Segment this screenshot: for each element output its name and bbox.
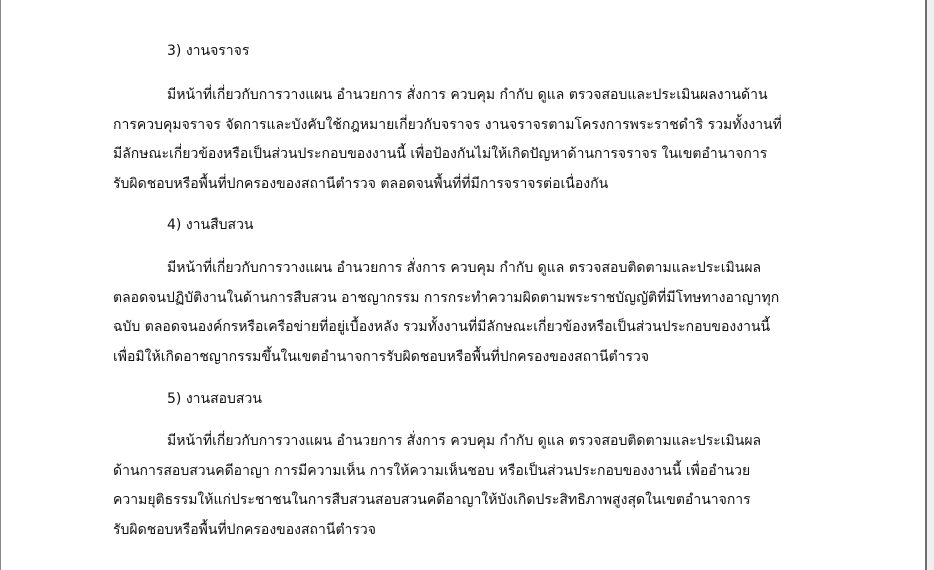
paragraph-line: มีหน้าที่เกี่ยวกับการวางแผน อำนวยการ สั่งการ ควบคุม กำกับ ดูแล ตรวจสอบติดตามและประเมินผล [167, 433, 762, 449]
paragraph-line: มีลักษณะเกี่ยวข้องหรือเป็นส่วนประกอบของงานนี้ เพื่อป้องกันไม่ให้เกิดปัญหาด้านการจราจร ในเขตอำนาจการ [113, 146, 768, 162]
paragraph-line: ฉบับ ตลอดจนองค์กรหรือเครือข่ายที่อยู่เบื้องหลัง รวมทั้งงานที่มีลักษณะเกี่ยวข้องหรือเป็นส่วนประกอบของงานนี้ [113, 319, 771, 335]
section-4-paragraph [113, 254, 843, 372]
paragraph-line: เพื่อมิให้เกิดอาชญากรรมขึ้นในเขตอำนาจการรับผิดชอบหรือพื้นที่ปกครองของสถานีตำรวจ [113, 348, 650, 365]
section-4-heading: 4) งานสืบสวน [167, 217, 254, 233]
page-left-edge [0, 0, 1, 570]
paragraph-line: รับผิดชอบหรือพื้นที่ปกครองของสถานีตำรวจ [113, 521, 376, 538]
paragraph-line: ความยุติธรรมให้แก่ประชาชนในการสืบสวนสอบสวนคดีอาญาให้บังเกิดประสิทธิภาพสูงสุดในเขตอำนาจการ [113, 492, 751, 508]
section-3-heading: 3) งานจราจร [167, 43, 250, 59]
paragraph-line: ด้านการสอบสวนคดีอาญา การมีความเห็น การให้ความเห็นชอบ หรือเป็นส่วนประกอบของงานนี้ เพื่ออำนวย [113, 462, 751, 479]
paragraph-line: มีหน้าที่เกี่ยวกับการวางแผน อำนวยการ สั่งการ ควบคุม กำกับ ดูแล ตรวจสอบและประเมินผลงานด้าน [167, 87, 768, 103]
section-5-paragraph [113, 427, 843, 545]
paragraph-line: การควบคุมจราจร จัดการและบังคับใช้กฎหมายเกี่ยวกับจราจร งานจราจรตามโครงการพระราชดำริ รวมทั้งงานที่ [113, 116, 782, 133]
paragraph-line: รับผิดชอบหรือพื้นที่ปกครองของสถานีตำรวจ ตลอดจนพื้นที่ที่มีการจราจรต่อเนื่องกัน [113, 175, 609, 192]
paragraph-line: ตลอดจนปฏิบัติงานในด้านการสืบสวน อาชญากรรม การกระทำความผิดตามพระราชบัญญัติที่มีโทษทางอาญาทุก [113, 289, 780, 306]
section-3-paragraph [113, 81, 843, 199]
section-5-heading: 5) งานสอบสวน [167, 391, 262, 407]
paragraph-line: มีหน้าที่เกี่ยวกับการวางแผน อำนวยการ สั่งการ ควบคุม กำกับ ดูแล ตรวจสอบติดตามและประเมินผล [167, 260, 762, 276]
viewer-gutter [927, 0, 934, 570]
